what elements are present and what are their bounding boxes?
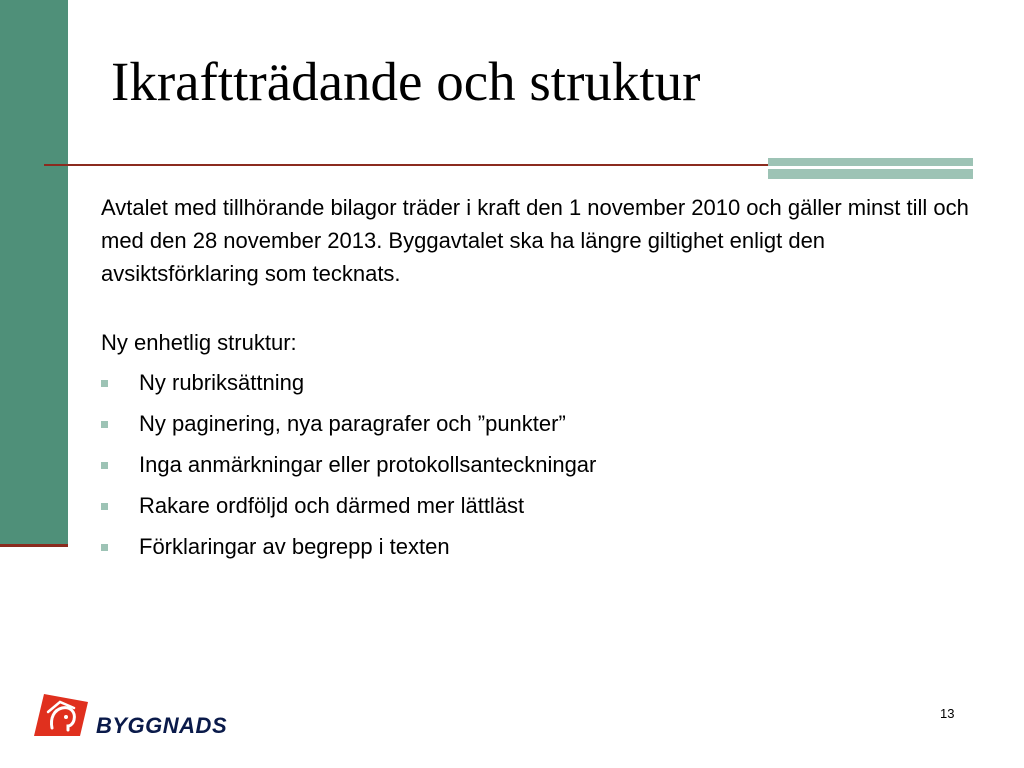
title-divider-accent-line	[768, 166, 973, 169]
side-bar-divider	[0, 544, 68, 547]
structure-heading: Ny enhetlig struktur:	[101, 330, 297, 355]
list-item	[101, 448, 981, 489]
list-item	[101, 530, 981, 571]
list-item-text: Inga anmärkningar eller protokollsanteckningar	[139, 452, 597, 477]
bullet-list	[101, 366, 981, 571]
slide-body	[101, 191, 981, 571]
square-bullet-icon	[101, 421, 108, 428]
side-accent-bar	[0, 0, 68, 545]
list-item-text: Ny paginering, nya paragrafer och ”punkter”	[139, 411, 566, 436]
byggnads-logo	[30, 690, 228, 740]
square-bullet-icon	[101, 503, 108, 510]
intro-paragraph: Avtalet med tillhörande bilagor träder i kraft den 1 november 2010 och gäller minst till och med den 28 november 2013. Byggavtalet ska ha längre giltighet enligt den avsiktsförklaring som tecknats.	[101, 195, 969, 286]
square-bullet-icon	[101, 544, 108, 551]
list-item-text: Rakare ordföljd och därmed mer lättläst	[139, 493, 525, 518]
list-item	[101, 489, 981, 530]
list-item	[101, 407, 981, 448]
list-item-text: Ny rubriksättning	[139, 370, 305, 395]
slide-title: Ikraftträdande och struktur	[111, 51, 701, 112]
square-bullet-icon	[101, 462, 108, 469]
byggnads-logo-icon	[30, 690, 92, 740]
logo-wordmark: BYGGNADS	[96, 713, 228, 738]
list-item-text: Förklaringar av begrepp i texten	[139, 534, 450, 559]
page-number: 13	[940, 706, 955, 721]
square-bullet-icon	[101, 380, 108, 387]
list-item	[101, 366, 981, 407]
